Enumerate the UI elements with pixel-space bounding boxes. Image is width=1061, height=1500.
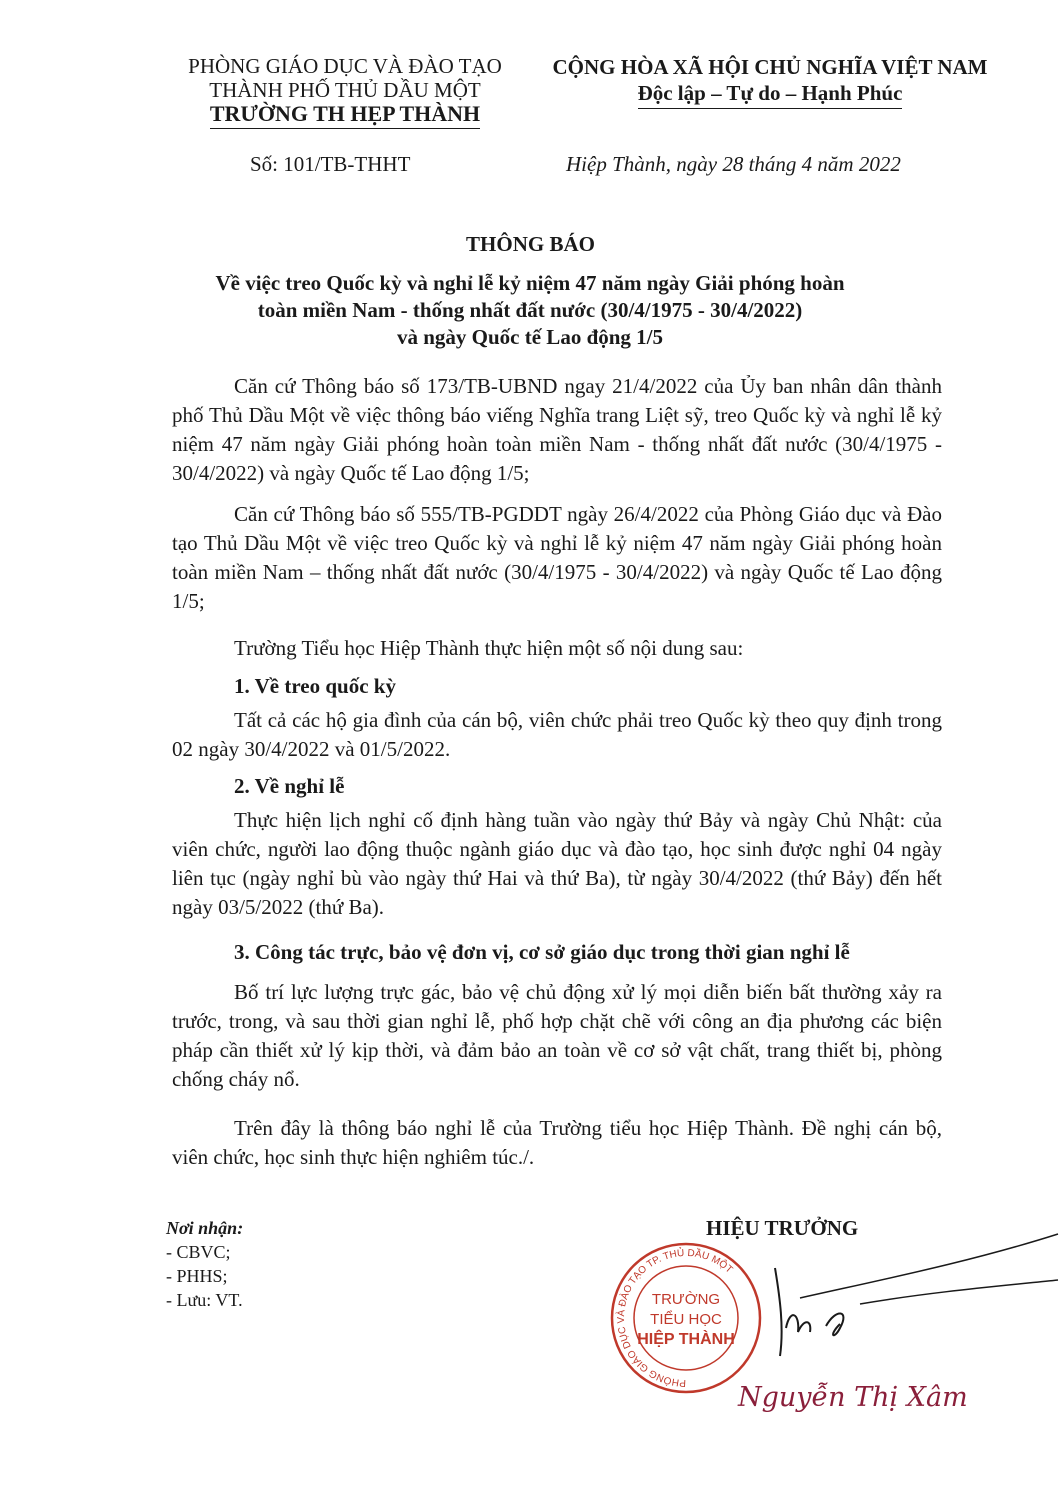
stamp-line-2: TIỂU HỌC	[650, 1311, 722, 1328]
recipient-item: - CBVC;	[166, 1242, 231, 1262]
department-line-2: THÀNH PHỐ THỦ DẦU MỘT	[209, 78, 481, 102]
national-heading	[540, 54, 1000, 109]
recipient-item: - PHHS;	[166, 1266, 228, 1286]
stamp-line-3: HIỆP THÀNH	[637, 1331, 735, 1348]
document-title: THÔNG BÁO	[466, 232, 595, 256]
subtitle-line-1: Về việc treo Quốc kỳ và nghỉ lễ kỷ niệm 47 năm ngày Giải phóng hoàn	[215, 271, 845, 295]
issuing-authority	[150, 54, 540, 129]
department-line-1: PHÒNG GIÁO DỤC VÀ ĐÀO TẠO	[188, 54, 502, 78]
document-subtitle	[150, 270, 910, 351]
recipient-item: - Lưu: VT.	[166, 1290, 243, 1310]
recipients-block	[166, 1216, 243, 1312]
stamp-ring-text: PHÒNG GIÁO DỤC VÀ ĐÀO TẠO TP. THỦ DẦU MỘT	[615, 1247, 735, 1389]
paragraph-duty: Bố trí lực lượng trực gác, bảo vệ chủ động xử lý mọi diễn biến bất thường xảy ra trước, trong, và sau thời gian nghỉ lễ, phố hợp chặt chẽ với công an địa phương các biện pháp cần thiết xử lý kịp thời, và đảm bảo an toàn về cơ sở vật chất, trang thiết bị, phòng chống cháy nổ.	[172, 980, 942, 1091]
recipients-label: Nơi nhận:	[166, 1218, 244, 1238]
signer-title: HIỆU TRƯỞNG	[706, 1216, 859, 1240]
paragraph-holiday: Thực hiện lịch nghỉ cố định hàng tuần vào ngày thứ Bảy và ngày Chủ Nhật: của viên chức, người lao động thuộc ngành giáo dục và đào tạo, học sinh được nghỉ 04 ngày liên tục (ngày nghỉ bù vào ngày thứ Hai và thứ Ba), từ ngày 30/4/2022 (thứ Bảy) đến hết ngày 03/5/2022 (thứ Ba).	[172, 808, 942, 919]
section-heading-duty: 3. Công tác trực, bảo vệ đơn vị, cơ sở giáo dục trong thời gian nghỉ lễ	[234, 940, 850, 964]
paragraph-flag: Tất cả các hộ gia đình của cán bộ, viên chức phải treo Quốc kỳ theo quy định trong 02 ngày 30/4/2022 và 01/5/2022.	[172, 708, 942, 761]
subtitle-line-3: và ngày Quốc tế Lao động 1/5	[396, 325, 664, 349]
handwritten-signature	[740, 1228, 1060, 1368]
paragraph-legal-basis-2: Căn cứ Thông báo số 555/TB-PGDDT ngày 26/4/2022 của Phòng Giáo dục và Đào tạo Thủ Dầu Một về việc treo Quốc kỳ và nghỉ lễ kỷ niệm 47 năm ngày Giải phóng hoàn toàn miền Nam – thống nhất đất nước (30/4/1975 - 30/4/2022) và ngày Quốc tế Lao động 1/5;	[172, 502, 942, 613]
place-and-date: Hiệp Thành, ngày 28 tháng 4 năm 2022	[566, 152, 901, 176]
paragraph-intro: Trường Tiểu học Hiệp Thành thực hiện một số nội dung sau:	[234, 636, 744, 660]
signer-name: Nguyễn Thị Xâm	[738, 1382, 968, 1413]
stamp-line-1: TRƯỜNG	[651, 1291, 721, 1308]
document-number: Số: 101/TB-THHT	[250, 152, 411, 176]
subtitle-line-2: toàn miền Nam - thống nhất đất nước (30/4/1975 - 30/4/2022)	[257, 298, 803, 322]
nation-name: CỘNG HÒA XÃ HỘI CHỦ NGHĨA VIỆT NAM	[552, 55, 988, 79]
section-heading-flag: 1. Về treo quốc kỳ	[234, 674, 396, 698]
paragraph-closing: Trên đây là thông báo nghỉ lễ của Trường tiểu học Hiệp Thành. Đề nghị cán bộ, viên chức, học sinh thực hiện nghiêm túc./.	[172, 1116, 942, 1169]
section-heading-holiday: 2. Về nghỉ lễ	[234, 774, 345, 798]
national-motto: Độc lập – Tự do – Hạnh Phúc	[638, 80, 903, 109]
school-name: TRƯỜNG TH HẸP THÀNH	[210, 102, 480, 129]
paragraph-legal-basis-1: Căn cứ Thông báo số 173/TB-UBND ngay 21/4/2022 của Ủy ban nhân dân thành phố Thủ Dầu Một về việc thông báo viếng Nghĩa trang Liệt sỹ, treo Quốc kỳ và nghỉ lễ kỷ niệm 47 năm ngày Giải phóng hoàn toàn miền Nam - thống nhất đất nước (30/4/1975 - 30/4/2022) và ngày Quốc tế Lao động 1/5;	[172, 374, 942, 485]
